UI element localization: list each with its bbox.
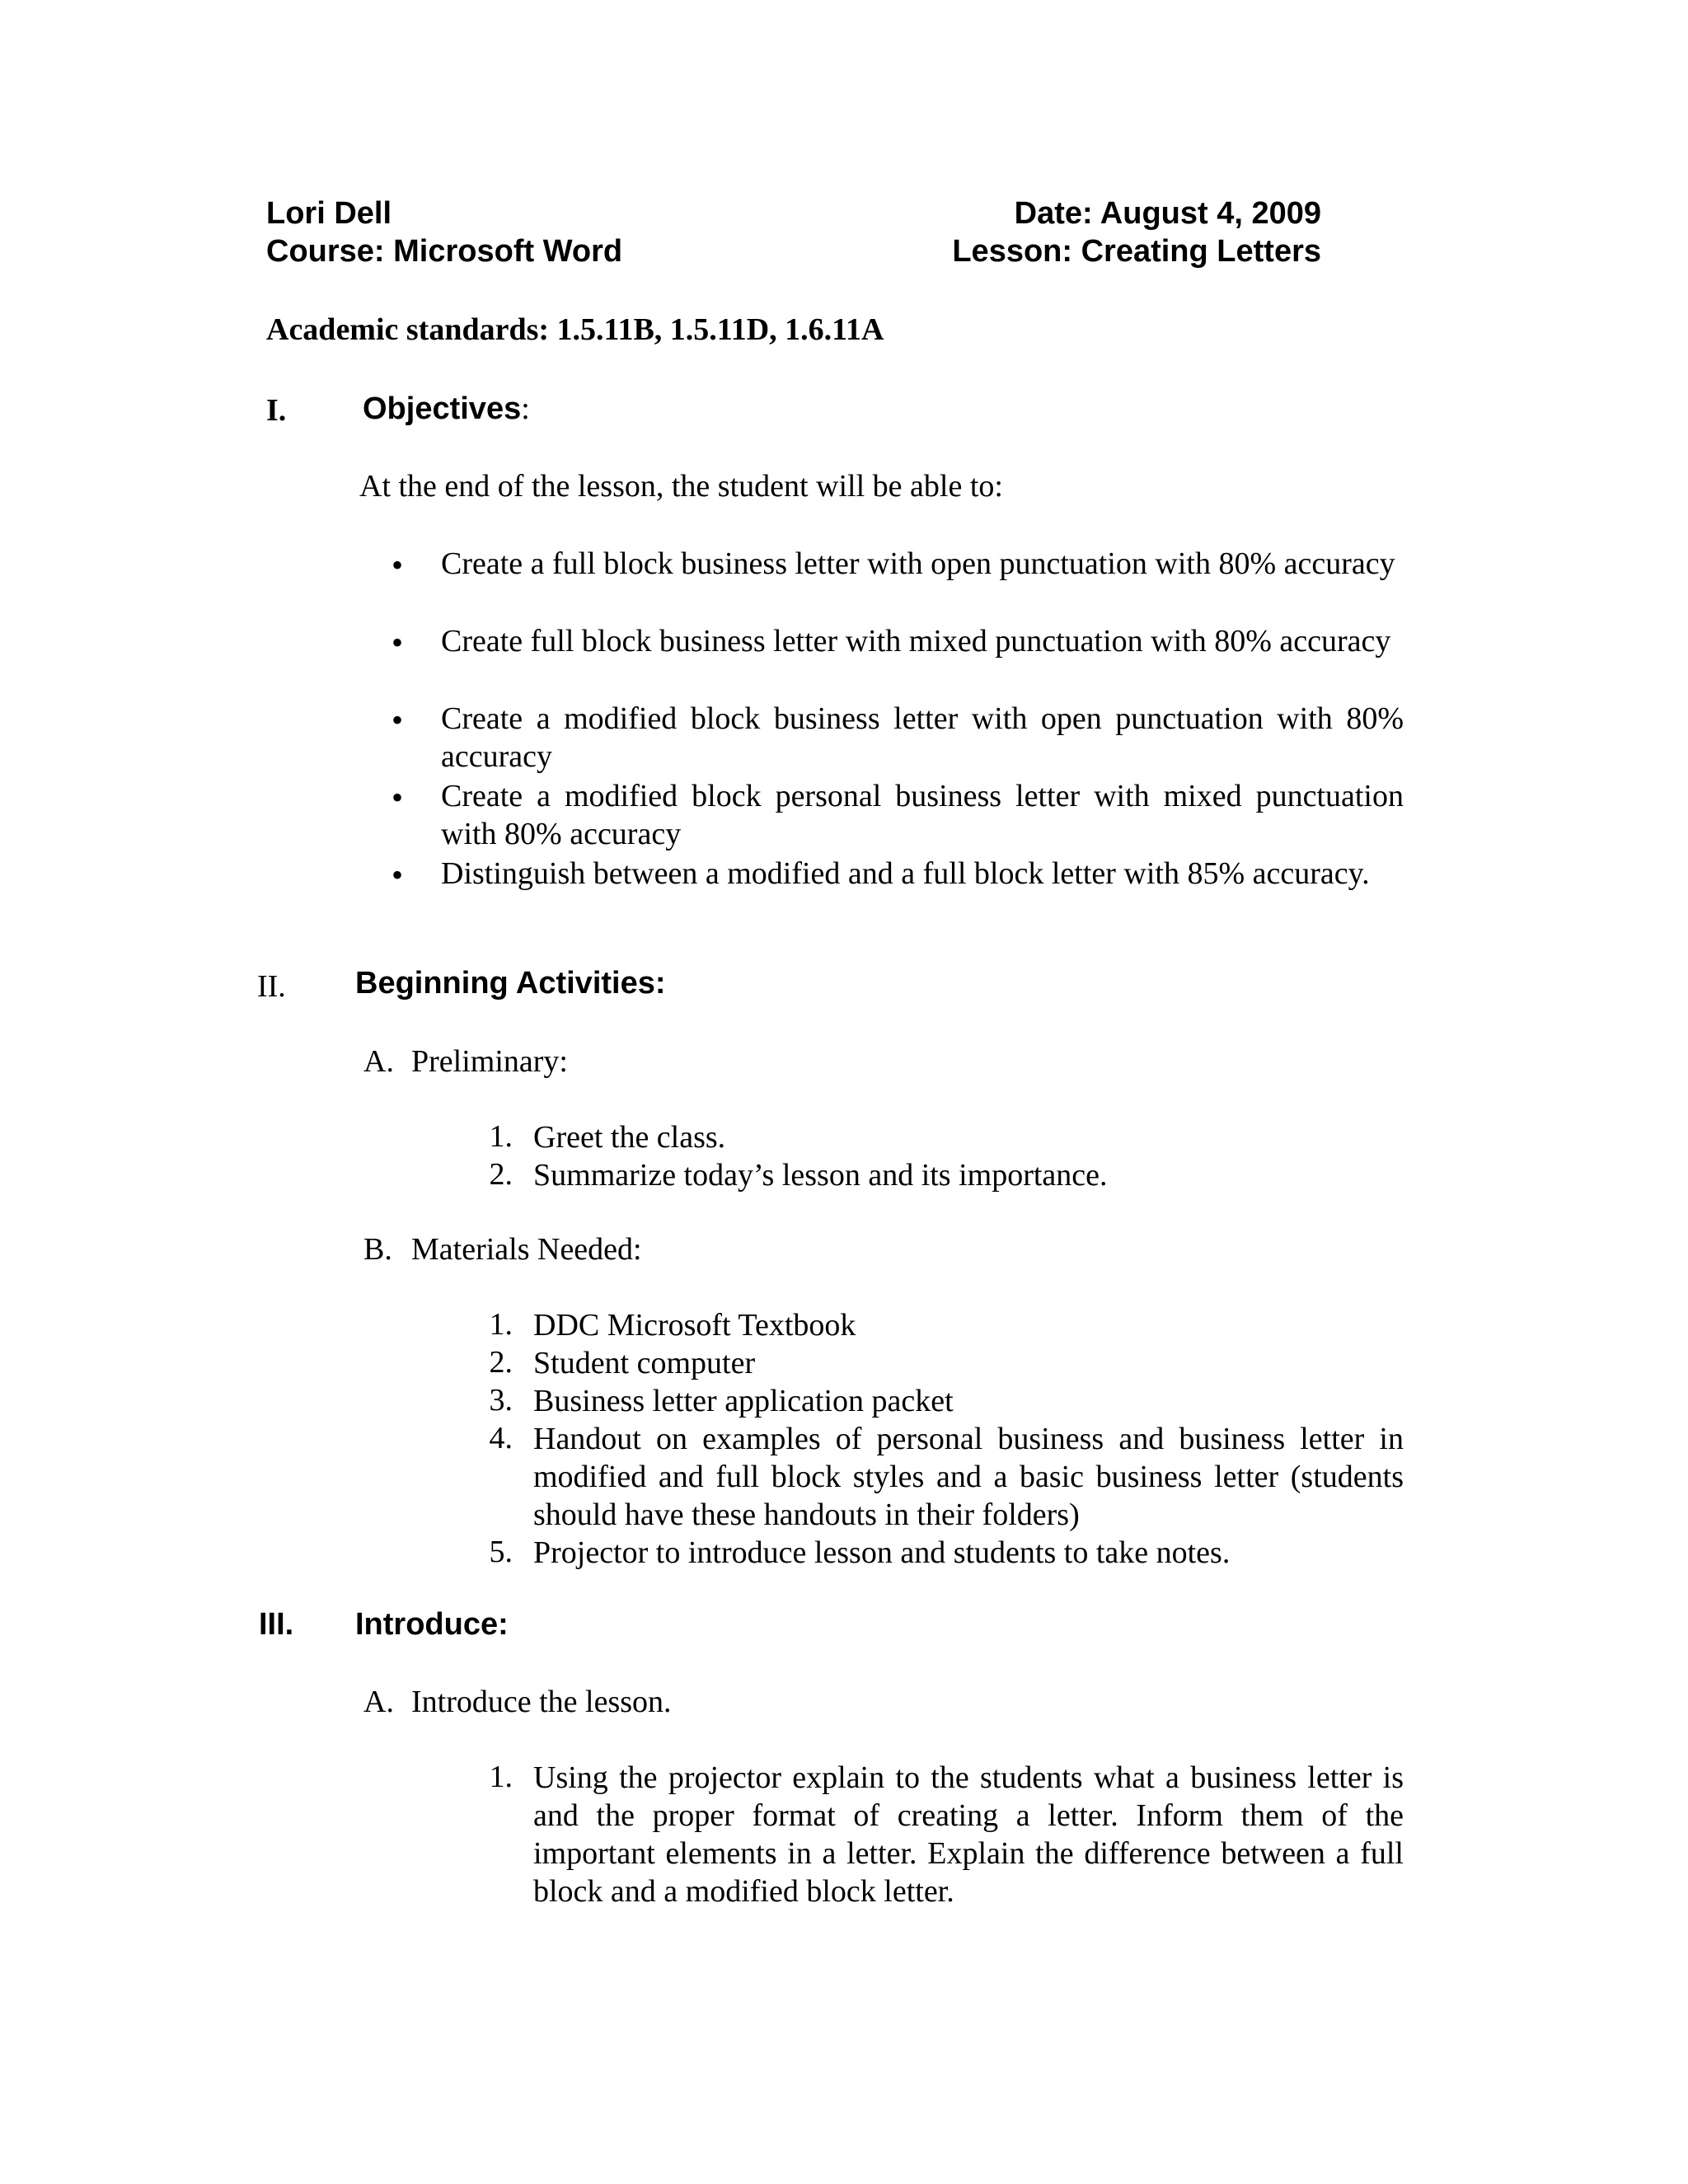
- section-3-title: Introduce:: [355, 1607, 509, 1642]
- lesson-date: Date: August 4, 2009: [1014, 196, 1321, 231]
- section-2-title: Beginning Activities:: [355, 966, 666, 1001]
- list-number: 4.: [489, 1421, 513, 1455]
- section-2a-label: Preliminary:: [411, 1044, 568, 1079]
- materials-item-3: Business letter application packet: [533, 1384, 954, 1418]
- objective-item-1: Create a full block business letter with open punctuation with 80% accuracy: [441, 546, 1395, 581]
- course-title: Course: Microsoft Word: [266, 234, 623, 269]
- list-number: 5.: [489, 1535, 513, 1569]
- materials-item-1: DDC Microsoft Textbook: [533, 1308, 856, 1343]
- bullet-icon: •: [392, 624, 404, 661]
- section-1-heading: [363, 391, 530, 427]
- preliminary-item-2: Summarize today’s lesson and its importance.: [533, 1158, 1108, 1193]
- lesson-title: Lesson: Creating Letters: [952, 234, 1321, 269]
- introduce-item-1: Using the projector explain to the students what a business letter is and the proper format of creating a letter. Inform them of the important elements in a letter. Explain the difference between a full block and a modified block letter.: [533, 1760, 1404, 1909]
- academic-standards: Academic standards: 1.5.11B, 1.5.11D, 1.6.11A: [266, 312, 884, 347]
- section-2-numeral: II.: [257, 969, 286, 1004]
- objective-item-4: Create a modified block personal business letter with mixed punctuation with 80% accuracy: [441, 779, 1404, 851]
- author-name: Lori Dell: [266, 196, 392, 231]
- materials-item-4: Handout on examples of personal business and business letter in modified and full block styles and a basic business letter (students should have these handouts in their folders): [533, 1422, 1404, 1532]
- bullet-icon: •: [392, 856, 404, 893]
- objective-item-3: Create a modified block business letter with open punctuation with 80% accuracy: [441, 701, 1404, 774]
- materials-item-5: Projector to introduce lesson and students to take notes.: [533, 1535, 1231, 1570]
- bullet-icon: •: [392, 701, 404, 738]
- objectives-intro: At the end of the lesson, the student will be able to:: [359, 469, 1003, 504]
- list-number: 1.: [489, 1119, 513, 1154]
- list-number: 3.: [489, 1383, 513, 1418]
- bullet-icon: •: [392, 546, 404, 583]
- list-number: 2.: [489, 1345, 513, 1380]
- section-1-numeral: I.: [266, 393, 287, 428]
- section-2b-label: Materials Needed:: [411, 1232, 642, 1267]
- list-number: 2.: [489, 1157, 513, 1192]
- section-3-numeral: III.: [259, 1607, 294, 1642]
- bullet-icon: •: [392, 779, 404, 816]
- section-3a-marker: A.: [363, 1685, 394, 1719]
- list-number: 1.: [489, 1760, 513, 1794]
- preliminary-item-1: Greet the class.: [533, 1120, 726, 1155]
- objective-item-2: Create full block business letter with mixed punctuation with 80% accuracy: [441, 624, 1391, 658]
- section-2b-marker: B.: [363, 1232, 392, 1267]
- section-1-title: Objectives: [363, 391, 522, 426]
- section-1-title-colon: :: [521, 391, 530, 426]
- section-2a-marker: A.: [363, 1044, 394, 1079]
- list-number: 1.: [489, 1307, 513, 1342]
- objective-item-5: Distinguish between a modified and a full block letter with 85% accuracy.: [441, 856, 1370, 891]
- section-3a-label: Introduce the lesson.: [411, 1685, 672, 1719]
- materials-item-2: Student computer: [533, 1346, 756, 1380]
